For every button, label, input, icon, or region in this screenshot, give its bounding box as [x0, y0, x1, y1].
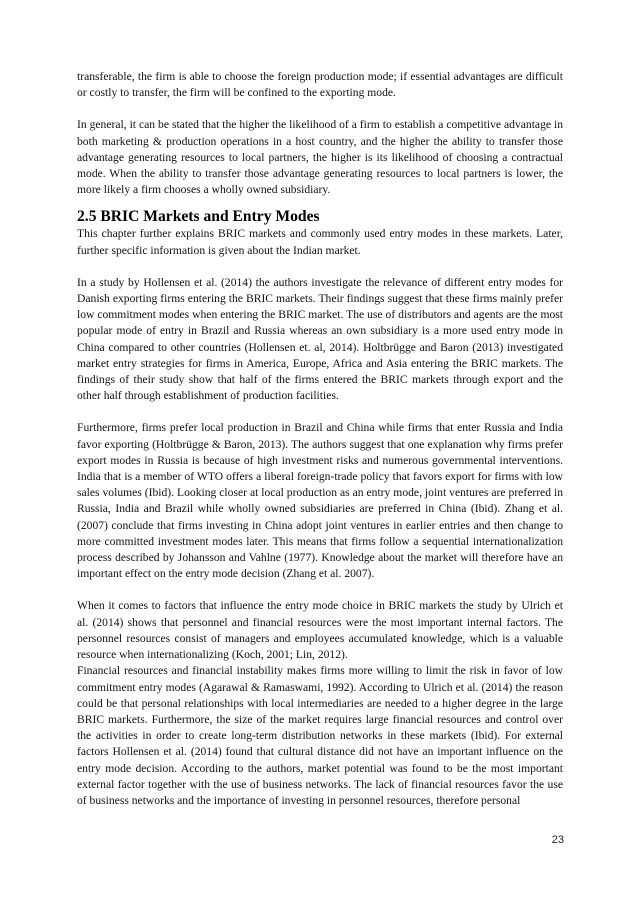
paragraph-section-4: When it comes to factors that influence the entry mode choice in BRIC markets the study by Ulrich et al. (2014) shows that personnel and financial resources were the most important internal factors. The personnel resources consist of managers and employees accumulated knowledge, which is a valuable resource when internationalizing (Koch, 2001; Lin, 2012). [77, 599, 563, 662]
section-heading: 2.5 BRIC Markets and Entry Modes [77, 208, 320, 226]
heading-spacer [77, 198, 563, 207]
paragraph-spacer [77, 101, 563, 117]
paragraph-section-2: In a study by Hollensen et al. (2014) the authors investigate the relevance of different entry modes for Danish exporting firms entering the BRIC markets. Their findings suggest that these firms mainly prefer low commitment modes when entering the BRIC market. The use of distributors and agents are the most popular mode of entry in Brazil and Russia whereas an own subsidiary is a more used entry mode in China compared to other countries (Hollensen et. al, 2014). Holtbrügge and Baron (2013) investigated market entry strategies for firms in America, Europe, Africa and Asia entering the BRIC markets. The findings of their study show that half of the firms entered the BRIC markets through export and the other half through establishment of production facilities. [77, 275, 563, 403]
paragraph-intro-1: transferable, the firm is able to choose the foreign production mode; if essential advantages are difficult or costly to transfer, the firm will be confined to the exporting mode. [77, 70, 563, 100]
document-page [77, 69, 563, 809]
page-number: 23 [551, 834, 564, 846]
paragraph-section-1: This chapter further explains BRIC markets and commonly used entry modes in these markets. Later, further specific information is given about the Indian market. [77, 227, 563, 257]
paragraph-spacer [77, 404, 563, 420]
paragraph-spacer [77, 259, 563, 275]
paragraph-section-3: Furthermore, firms prefer local production in Brazil and China while firms that enter Russia and India favor exporting (Holtbrügge & Baron, 2013). The authors suggest that one explanation why firms prefer export modes in Russia is because of high investment risks and numerous governmental interventions. India that is a member of WTO offers a liberal foreign-trade policy that favors export for firms with low sales volumes (Ibid). Looking closer at local production as an entry mode, joint ventures are preferred in Russia, India and Brazil while wholly owned subsidiaries are preferred in China (Ibid). Zhang et al. (2007) conclude that firms investing in China adopt joint ventures in earlier entries and then change to more committed investment modes later. This means that firms follow a sequential internationalization process described by Johansson and Vahlne (1977). Knowledge about the market will therefore have an important effect on the entry mode decision (Zhang et al. 2007). [77, 421, 563, 581]
paragraph-intro-2: In general, it can be stated that the higher the likelihood of a firm to establish a competitive advantage in both marketing & production operations in a host country, and the higher the ability to transfer those advantage generating resources to local partners, the higher is its likelihood of choosing a contractual mode. When the ability to transfer those advantage generating resources to local partners is lower, the more likely a firm chooses a wholly owned subsidiary. [77, 118, 563, 197]
paragraph-section-5: Financial resources and financial instability makes firms more willing to limit the risk in favor of low commitment entry modes (Agarawal & Ramaswami, 1992). According to Ulrich et al. (2014) the reason could be that personal relationships with local intermediaries are needed to a higher degree in the large BRIC markets. Furthermore, the size of the market requires large financial resources and control over the activities in order to create long-term distribution networks in these markets (Ibid). For external factors Hollensen et al. (2014) found that cultural distance did not have an important influence on the entry mode decision. According to the authors, market potential was found to be the most important external factor together with the use of business networks. The lack of financial resources favor the use of business networks and the importance of investing in personnel resources, therefore personal [77, 664, 563, 807]
paragraph-spacer [77, 582, 563, 598]
